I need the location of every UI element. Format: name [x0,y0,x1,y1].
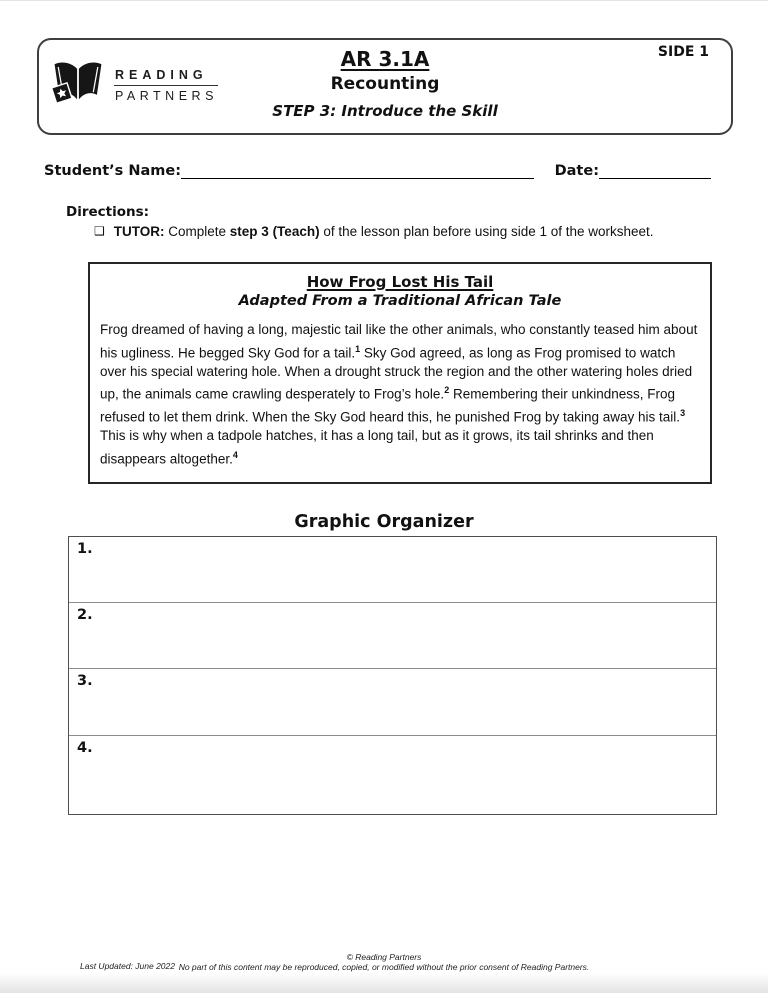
story-box [88,262,712,484]
header-box [37,38,733,135]
page-bottom-shadow [0,973,768,993]
page-top-edge [0,0,768,1]
worksheet-code: AR 3.1A [340,47,430,71]
directions-heading: Directions: [66,204,150,220]
organizer-row-1[interactable] [69,537,716,603]
graphic-organizer-table [68,536,717,815]
step-heading: STEP 3: Introduce the Skill [272,102,498,120]
reading-partners-logo [51,55,218,115]
row-number: 4. [77,739,93,756]
student-info-row [44,162,711,179]
open-book-star-icon [51,55,105,115]
logo-partners-label: PARTNERS [115,88,218,103]
copyright-label: © Reading Partners [346,952,422,962]
story-subtitle: Adapted From a Traditional African Tale [238,293,562,309]
student-name-label: Student’s Name: [44,163,182,179]
organizer-row-2[interactable] [69,603,716,669]
copyright-notice: No part of this content may be reproduced, copied, or modified without the prior consent of Reading Partners. [178,962,590,972]
worksheet-title: Recounting [330,74,440,94]
date-label: Date: [554,163,599,179]
side-label: SIDE 1 [657,44,709,60]
directions-section [66,204,708,240]
story-paragraph: Frog dreamed of having a long, majestic tail like the other animals, who constantly teased him about his ugliness. He begged Sky God for a tail.$^1$ Sky God agreed, as long as Frog promised to watch over his special watering hole. When a drought struck the region and the other watering holes dried up, the animals came crawling desperately to Frog’s hole.$^2$ Remembering their unkindness, Frog refused to let them drink. When the Sky God heard this, he punished Frog by taking away his tail.$^3$ This is why when a tadpole hatches, it has a long tail, but as it grows, its tail shrinks and then disappears altogether.$^4$ [100,322,698,466]
last-updated-label: Last Updated: June 2022 [80,961,175,971]
student-name-blank[interactable] [181,162,534,179]
row-number: 2. [77,606,93,623]
story-title: How Frog Lost His Tail [306,273,494,291]
directions-text: TUTOR: Complete step 3 (Teach) of the lesson plan before using side 1 of the worksheet. [113,224,654,239]
date-blank[interactable] [599,162,711,179]
graphic-organizer-title: Graphic Organizer [294,511,474,532]
checkbox-bullet-icon: ❑ [94,224,105,238]
logo-text [114,68,218,103]
logo-reading-label: READING [114,68,218,86]
organizer-row-3[interactable] [69,669,716,736]
row-number: 1. [77,540,93,557]
footer [0,952,768,972]
directions-item [94,223,708,240]
organizer-row-4[interactable] [69,736,716,814]
row-number: 3. [77,672,93,689]
